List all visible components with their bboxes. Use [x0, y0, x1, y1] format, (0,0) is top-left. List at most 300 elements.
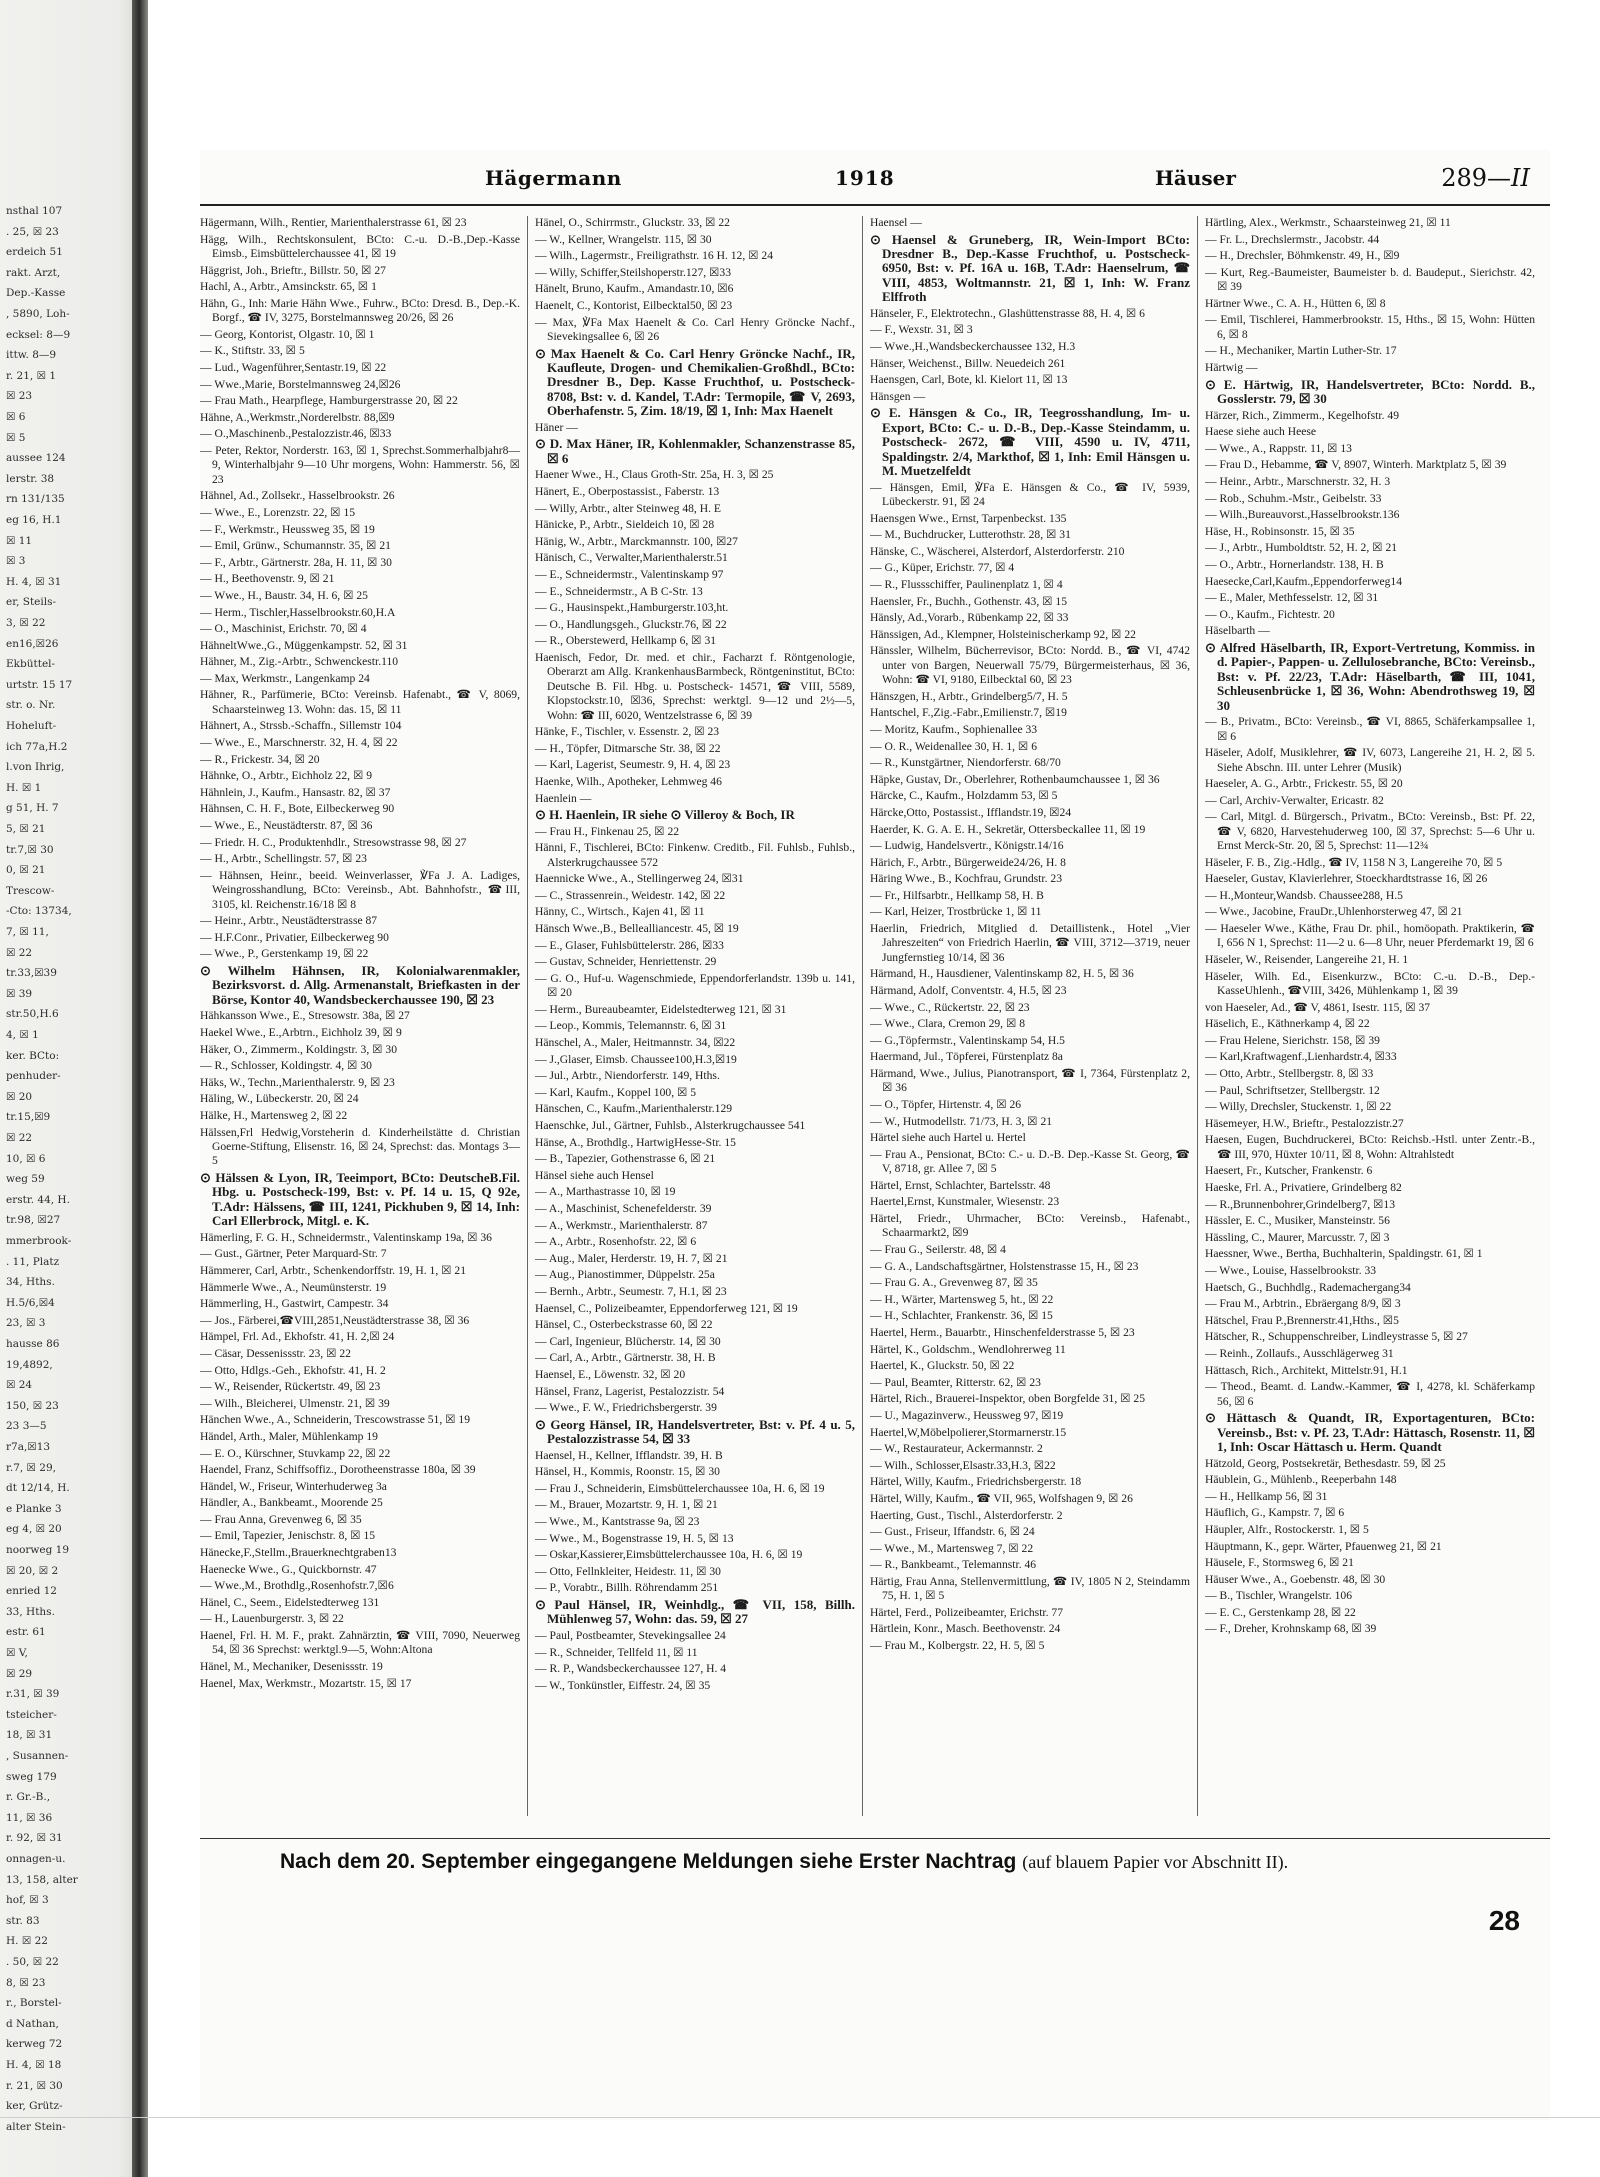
directory-entry: Häpke, Gustav, Dr., Oberlehrer, Rothenbaumchaussee 1, ☒ 36 — [870, 772, 1160, 786]
directory-entry: — Gust., Gärtner, Peter Marquard-Str. 7 — [200, 1247, 387, 1261]
directory-entry: Härtel, Ernst, Schlachter, Bartelsstr. 48 — [870, 1178, 1051, 1192]
previous-page-fragment: , 5890, Loh- — [6, 308, 70, 320]
previous-page-fragment: mmerbrook- — [6, 1235, 72, 1247]
directory-entry: — R., Kunstgärtner, Niendorferstr. 68/70 — [870, 756, 1061, 770]
directory-entry: — Jul., Arbtr., Niendorferstr. 149, Hths. — [535, 1069, 720, 1083]
directory-entry: — Emil, Tischlerei, Hammerbrookstr. 15, Hths., ☒ 15, Wohn: Hütten 6, ☒ 8 — [1205, 313, 1535, 341]
directory-entry: — R.,Brunnenbohrer,Grindelberg7, ☒13 — [1205, 1197, 1396, 1211]
directory-page — [200, 150, 1550, 2120]
directory-entry: — Wilh., Bleicherei, Ulmenstr. 21, ☒ 39 — [200, 1396, 390, 1410]
directory-entry: — Carl, Mitgl. d. Bürgersch., Privatm., BCto: Vereinsb., Bst: Pf. 22, ☎ V, 6820, Harvestehuderweg 100, ☒ 37, Sprechst: 5—6 Uhr u. Ernst Merck-Str. 20, ☒ 5, Sprechst: 11—12¾ — [1205, 810, 1535, 853]
directory-entry: Hänke, F., Tischler, v. Essenstr. 2, ☒ 23 — [535, 725, 720, 739]
previous-page-fragment: sweg 179 — [6, 1770, 57, 1783]
directory-entry: ⊙ E. Hänsgen & Co., IR, Teegrosshandlung, Im- u. Export, BCto: C.- u. D.-B., Dep.-Kasse Steindamm, u. Postscheck- 2672, ☎ VIII, 4590 u. IV, 4711, Spaldingstr. 2/4, Markthof, ☒ 1, Inh: Emil Hänsgen u. M. Muetzelfeldt — [870, 405, 1190, 478]
head-first-name: Hägermann — [485, 166, 622, 190]
directory-entry: Hämmerling, H., Gastwirt, Campestr. 34 — [200, 1297, 389, 1311]
directory-entry: — F., Werkmstr., Heussweg 35, ☒ 19 — [200, 522, 375, 536]
directory-entry: — J., Arbtr., Humboldtstr. 52, H. 2, ☒ 21 — [1205, 541, 1398, 555]
directory-entry: Haenel, Max, Werkmstr., Mozartstr. 15, ☒ 17 — [200, 1676, 412, 1690]
column-3 — [870, 216, 1190, 1816]
previous-page-fragment: tr.33,☒39 — [6, 967, 57, 980]
directory-entry: Haesert, Fr., Kutscher, Frankenstr. 6 — [1205, 1164, 1373, 1178]
previous-page-fragment: estr. 61 — [6, 1626, 46, 1639]
directory-entry: — Wwe., E., Neustädterstr. 87, ☒ 36 — [200, 819, 373, 833]
directory-entry: Hänschen, C., Kaufm.,Marienthalerstr.129 — [535, 1102, 733, 1116]
directory-entry: Haendel, Franz, Schiffsoffiz., Dorotheenstrasse 180a, ☒ 39 — [200, 1463, 476, 1477]
directory-entry: — Carl, Archiv-Verwalter, Ericastr. 82 — [1205, 793, 1384, 807]
previous-page-fragment: ☒ 20 — [6, 1090, 33, 1103]
directory-entry: Hätscher, R., Schuppenschreiber, Lindleystrasse 5, ☒ 27 — [1205, 1330, 1468, 1344]
directory-entry: Häupler, Alfr., Rostockerstr. 1, ☒ 5 — [1205, 1522, 1369, 1536]
directory-entry: — Paul, Schriftsetzer, Stellbergstr. 12 — [1205, 1083, 1380, 1097]
directory-entry: — O.,Maschinenb.,Pestalozzistr.46, ☒33 — [200, 427, 392, 441]
previous-page-fragment: Hoheluft- — [6, 720, 57, 732]
directory-entry: — Fr., Hilfsarbtr., Hellkamp 58, H. B — [870, 888, 1044, 902]
directory-entry: — Willy, Schiffer,Steilshoperstr.127, ☒33 — [535, 265, 732, 279]
directory-entry: — O., Kaufm., Fichtestr. 20 — [1205, 607, 1335, 621]
previous-page-fragment: H. ☒ 1 — [6, 781, 42, 794]
directory-entry: — W., Hutmodellstr. 71/73, H. 3, ☒ 21 — [870, 1114, 1053, 1128]
previous-page-fragment: . 25, ☒ 23 — [6, 225, 59, 238]
book-gutter — [132, 0, 148, 2177]
directory-entry: — Wwe., Louise, Hasselbrookstr. 33 — [1205, 1263, 1377, 1277]
previous-page-fragment: 34, Hths. — [6, 1276, 55, 1289]
previous-page-fragment: 7, ☒ 11, — [6, 926, 49, 938]
directory-entry: — R., Oberstewerd, Hellkamp 6, ☒ 31 — [535, 634, 717, 648]
previous-page-fragment: hof, ☒ 3 — [6, 1894, 49, 1907]
previous-page-fragment: r. 21, ☒ 1 — [6, 369, 57, 382]
previous-page-fragment: r.31, ☒ 39 — [6, 1688, 60, 1701]
directory-entry: — Georg, Kontorist, Olgastr. 10, ☒ 1 — [200, 327, 375, 341]
directory-entry: Härtling, Alex., Werkmstr., Schaarsteinweg 21, ☒ 11 — [1205, 216, 1451, 229]
directory-entry: — B., Tischler, Wrangelstr. 106 — [1205, 1589, 1352, 1603]
directory-entry: Hämerling, F. G. H., Schneidermstr., Valentinskamp 19a, ☒ 36 — [200, 1230, 492, 1244]
directory-entry: — Fr. L., Drechslermstr., Jacobstr. 44 — [1205, 232, 1380, 246]
previous-page-fragment: ☒ V, — [6, 1647, 28, 1659]
directory-entry: — Ludwig, Handelsvertr., Königstr.14/16 — [870, 839, 1064, 853]
directory-entry: Hänecke,F.,Stellm.,Brauerknechtgraben13 — [200, 1546, 397, 1560]
directory-entry: — Wwe., H., Baustr. 34, H. 6, ☒ 25 — [200, 588, 368, 602]
directory-entry: — Wwe., Clara, Cremon 29, ☒ 8 — [870, 1017, 1026, 1031]
directory-entry: — Wilh., Lagermstr., Freiligrathstr. 16 H. 12, ☒ 24 — [535, 249, 774, 263]
previous-page-strip — [0, 0, 140, 2177]
directory-entry: — Wwe., M., Martensweg 7, ☒ 22 — [870, 1541, 1034, 1555]
directory-entry: — Wwe.,M., Brothdlg.,Rosenhofstr.7,☒6 — [200, 1579, 394, 1593]
directory-entry: Häseler, Adolf, Musiklehrer, ☎ IV, 6073, Langereihe 21, H. 2, ☒ 5. Siehe Abschn. III. unter Lehrer (Musik) — [1205, 746, 1535, 774]
directory-entry: Händler, A., Bankbeamt., Moorende 25 — [200, 1496, 383, 1510]
previous-page-fragment: 33, Hths. — [6, 1605, 55, 1618]
directory-entry: Härcke,Otto, Postassist., Ifflandstr.19, ☒24 — [870, 805, 1072, 819]
directory-entry: Händel, W., Friseur, Winterhuderweg 3a — [200, 1479, 387, 1493]
directory-entry: — F., Arbtr., Gärtnerstr. 28a, H. 11, ☒ 30 — [200, 555, 392, 569]
head-rule — [200, 204, 1550, 206]
previous-page-fragment: r7a,☒13 — [6, 1441, 51, 1453]
directory-entry: Hänske, C., Wäscherei, Alsterdorf, Alsterdorferstr. 210 — [870, 544, 1125, 558]
directory-entry: Hähn, G., Inh: Marie Hähn Wwe., Fuhrw., BCto: Dresd. B., Dep.-K. Borgf., ☎ IV, 3275, Borstelmannsweg 20/26, ☒ 26 — [200, 296, 520, 325]
directory-entry: Hämmerer, Carl, Arbtr., Schenkendorffstr. 19, H. 1, ☒ 21 — [200, 1263, 467, 1277]
directory-entry: — H., Wärter, Martensweg 5, ht., ☒ 22 — [870, 1292, 1054, 1306]
previous-page-fragment: tsteicher- — [6, 1708, 57, 1721]
directory-entry: — K., Stiftstr. 33, ☒ 5 — [200, 344, 305, 358]
directory-entry: Häker, O., Zimmerm., Koldingstr. 3, ☒ 30 — [200, 1042, 398, 1056]
directory-entry: Härmand, H., Hausdiener, Valentinskamp 82, H. 5, ☒ 36 — [870, 967, 1134, 981]
directory-entry: ⊙ Haensel & Gruneberg, IR, Wein-Import BCto: Dresdner B., Dep.-Kasse Fruchthof, u. Postscheck-6950, Bst: v. Pf. 16A u. 16B, T.Adr: Haenselrum, ☎ VIII, 4853, Woltmannstr. 21, ☒ 1, Inh: W. Franz Elffroth — [870, 231, 1190, 305]
directory-entry: — Emil, Grünw., Schumannstr. 35, ☒ 21 — [200, 539, 391, 553]
directory-entry: — Hähnsen, Heinr., beeid. Weinverlasser, ℣Fa J. A. Ladiges, Weingrosshandlung, BCto: Vereinsb., Abt. Bahnhofstr., ☎III, 3105, kl. Reichenstr.16/18 ☒ 8 — [200, 868, 520, 911]
directory-entry: Häusele, F., Stormsweg 6, ☒ 21 — [1205, 1556, 1354, 1570]
directory-entry: — O. R., Weidenallee 30, H. 1, ☒ 6 — [870, 739, 1038, 753]
directory-entry: — Frau D., Hebamme, ☎ V, 8907, Winterh. Marktplatz 5, ☒ 39 — [1205, 458, 1507, 472]
directory-entry: Hähnel, Ad., Zollsekr., Hasselbrookstr. 26 — [200, 489, 395, 503]
directory-entry: Hänser, Weichenst., Billw. Neuedeich 261 — [870, 356, 1066, 370]
previous-page-fragment: penhuder- — [6, 1070, 61, 1083]
directory-entry: — Max, ℣Fa Max Haenelt & Co. Carl Henry Gröncke Nachf., Sievekingsallee 6, ☒ 26 — [535, 315, 855, 343]
previous-page-fragment: str. o. Nr. — [6, 699, 56, 712]
previous-page-fragment: e Planke 3 — [6, 1502, 62, 1515]
directory-entry: — H.F.Conr., Privatier, Eilbeckerweg 90 — [200, 930, 389, 944]
directory-entry: Härtwig — — [1205, 360, 1258, 374]
directory-entry: Haenlein — — [535, 791, 592, 805]
directory-entry: — Frau J., Schneiderin, Eimsbüttelerchaussee 10a, H. 6, ☒ 19 — [535, 1481, 825, 1495]
directory-entry: — H., Mechaniker, Martin Luther-Str. 17 — [1205, 344, 1397, 358]
directory-entry: — H., Schlachter, Frankenstr. 36, ☒ 15 — [870, 1309, 1053, 1323]
directory-entry: — Wwe., M., Bogenstrasse 19, H. 5, ☒ 13 — [535, 1531, 734, 1545]
directory-entry: Härich, F., Arbtr., Bürgerweide24/26, H. 8 — [870, 855, 1066, 869]
directory-entry: Haertel, Herm., Bauarbtr., Hinschenfelderstrasse 5, ☒ 23 — [870, 1325, 1135, 1339]
previous-page-fragment: ☒ 11 — [6, 534, 33, 547]
head-last-name: Häuser — [1155, 166, 1236, 190]
directory-entry: — Frau H., Finkenau 25, ☒ 22 — [535, 824, 680, 838]
directory-entry: Häseler, F. B., Zig.-Hdlg., ☎ IV, 1158 N 3, Langereihe 70, ☒ 5 — [1205, 855, 1503, 869]
directory-entry: Häggrist, Joh., Brieftr., Billstr. 50, ☒ 27 — [200, 263, 386, 277]
directory-entry: Haesecke,Carl,Kaufm.,Eppendorferweg14 — [1205, 574, 1403, 588]
previous-page-fragment: ittw. 8—9 — [6, 349, 57, 362]
directory-entry: — G. O., Huf-u. Wagenschmiede, Eppendorferlandstr. 139b u. 141, ☒ 20 — [535, 971, 855, 1000]
directory-entry: Hänsel siehe auch Hensel — [535, 1168, 654, 1182]
directory-entry: Hähkansson Wwe., E., Stresowstr. 38a, ☒ 27 — [200, 1009, 410, 1023]
directory-entry: Hähne, A.,Werkmstr.,Norderelbstr. 88,☒9 — [200, 410, 395, 424]
previous-page-fragment: Ekbüttel- — [6, 658, 56, 671]
directory-entry: — Otto, Hdlgs.-Geh., Ekhofstr. 41, H. 2 — [200, 1363, 386, 1377]
directory-entry: Haesen, Eugen, Buchdruckerei, BCto: Reichsb.-Hstl. unter Zentr.-B., ☎ III, 970, Hüxter 10/11, ☒ 8, Wohn: Altrahlstedt — [1205, 1133, 1535, 1161]
previous-page-fragment: onnagen-u. — [6, 1853, 66, 1865]
column-divider — [1197, 216, 1198, 1816]
directory-entry: Hänig, W., Arbtr., Marckmannstr. 100, ☒27 — [535, 534, 738, 548]
directory-entry: — Emil, Tapezier, Jenischstr. 8, ☒ 15 — [200, 1529, 376, 1543]
directory-entry: Hälssen,Frl Hedwig,Vorsteherin d. Kinderheilstätte d. Christian Goerne-Stiftung, Elisenstr. 16, ☒ 24, Sprechst: das. Montags 3—5 — [200, 1125, 520, 1168]
directory-entry: — Haeseler Wwe., Käthe, Frau Dr. phil., homöopath. Praktikerin, ☎ I, 656 N 1, Sprechst: 11—2 u. 6—8 Uhr, neuer Pferdemarkt 19, ☒ 6 — [1205, 922, 1535, 950]
sheet-signature: 28 — [1488, 1905, 1520, 1936]
previous-page-fragment: rakt. Arzt, — [6, 266, 61, 279]
directory-entry: Hälke, H., Martensweg 2, ☒ 22 — [200, 1108, 348, 1122]
directory-entry: Haensel, C., Polizeibeamter, Eppendorferweg 121, ☒ 19 — [535, 1301, 798, 1315]
directory-entry: ⊙ H. Haenlein, IR siehe ⊙ Villeroy & Boch, IR — [535, 807, 795, 823]
directory-entry: — R., Frickestr. 34, ☒ 20 — [200, 752, 320, 766]
directory-entry: — Max, Werkmstr., Langenkamp 24 — [200, 671, 370, 685]
directory-entry: — Otto, Arbtr., Stellbergstr. 8, ☒ 33 — [1205, 1067, 1374, 1081]
directory-entry: — Wwe., P., Gerstenkamp 19, ☒ 22 — [200, 947, 369, 961]
directory-entry: — M., Buchdrucker, Lutterothstr. 28, ☒ 31 — [870, 528, 1071, 542]
previous-page-fragment: 23 3—5 — [6, 1420, 47, 1433]
directory-entry: Hänert, E., Oberpostassist., Faberstr. 13 — [535, 484, 720, 498]
directory-entry: Haertel,W,Möbelpolierer,Stormarnerstr.15 — [870, 1425, 1067, 1439]
previous-page-fragment: 150, ☒ 23 — [6, 1399, 59, 1412]
directory-entry: Häner — — [535, 420, 578, 434]
previous-page-fragment: tr.7,☒ 30 — [6, 843, 54, 856]
directory-entry: — O., Handlungsgeh., Gluckstr.76, ☒ 22 — [535, 617, 727, 631]
directory-entry: von Haeseler, Ad., ☎ V, 4861, Isestr. 115, ☒ 37 — [1205, 1000, 1431, 1014]
directory-entry: Haenschke, Jul., Gärtner, Fuhlsb., Alsterkrugchaussee 541 — [535, 1119, 806, 1132]
previous-page-fragment: . 11, Platz — [6, 1255, 60, 1268]
directory-entry: — E., Schneidermstr., A B C-Str. 13 — [535, 584, 703, 598]
directory-entry: — R., Flussschiffer, Paulinenplatz 1, ☒ 4 — [870, 577, 1063, 591]
previous-page-fragment: r. 92, ☒ 31 — [6, 1832, 63, 1845]
directory-entry: Haekel Wwe., E.,Arbtrn., Eichholz 39, ☒ 9 — [200, 1026, 402, 1039]
directory-entry: Häselbarth — — [1205, 624, 1270, 638]
directory-entry: — Gustav, Schneider, Henriettenstr. 29 — [535, 955, 717, 969]
previous-page-fragment: ☒ 22 — [6, 946, 33, 959]
directory-entry: — Otto, Fellnkleiter, Heidestr. 11, ☒ 30 — [535, 1564, 721, 1578]
previous-page-fragment: erdeich 51 — [6, 246, 63, 259]
previous-page-fragment: ☒ 29 — [6, 1667, 33, 1680]
previous-page-fragment: tr.98, ☒27 — [6, 1214, 61, 1227]
directory-entry: Haennicke Wwe., A., Stellingerweg 24, ☒31 — [535, 872, 744, 886]
supplement-note-text: Nach dem 20. September eingegangene Meldungen siehe Erster Nachtrag — [280, 1850, 1017, 1873]
directory-entry: Hänel, M., Mechaniker, Desenissstr. 19 — [200, 1660, 383, 1674]
directory-entry: — Wwe., M., Kantstrasse 9a, ☒ 23 — [535, 1515, 700, 1529]
directory-entry: — G. A., Landschaftsgärtner, Holstenstrasse 15, H., ☒ 23 — [870, 1259, 1139, 1273]
directory-entry: — Karl, Kaufm., Koppel 100, ☒ 5 — [535, 1085, 697, 1099]
directory-entry: — Friedr. H. C., Produktenhdlr., Stresowstrasse 98, ☒ 27 — [200, 835, 467, 849]
directory-entry: — Heinr., Arbtr., Marschnerstr. 32, H. 3 — [1205, 474, 1391, 488]
directory-entry: — H.,Monteur,Wandsb. Chaussee288, H.5 — [1205, 888, 1403, 902]
previous-page-fragment: 19,4892, — [6, 1358, 53, 1371]
directory-entry: — Herm., Bureaubeamter, Eidelstedterweg 121, ☒ 31 — [535, 1002, 787, 1016]
directory-entry: — H., Lauenburgerstr. 3, ☒ 22 — [200, 1612, 344, 1626]
directory-entry: — Wwe., C., Rückertstr. 22, ☒ 23 — [870, 1000, 1030, 1014]
directory-entry: — E., Maler, Methfesselstr. 12, ☒ 31 — [1205, 591, 1379, 605]
directory-entry: Haenel, Frl. H. M. F., prakt. Zahnärztin, ☎ VIII, 7090, Neuerweg 54, ☒ 36 Sprechst: werktgl.9—5, Wohn:Altona — [200, 1629, 520, 1657]
previous-page-fragment: r.7, ☒ 29, — [6, 1461, 57, 1474]
directory-entry: Härtel siehe auch Hartel u. Hertel — [870, 1131, 1026, 1145]
directory-entry: Hänisch, C., Verwalter,Marienthalerstr.51 — [535, 551, 728, 565]
directory-entry: — J.,Glaser, Eimsb. Chaussee100,H.3,☒19 — [535, 1052, 737, 1066]
directory-entry: ⊙ Hättasch & Quandt, IR, Exportagenturen, BCto: Vereinsb., Bst: v. Pf. 23, T.Adr: Hättasch, Rosenstr. 11, ☒ 1, Inh: Oscar Hättasch u. Herm. Quandt — [1205, 1410, 1535, 1454]
previous-page-fragment: eg 4, ☒ 20 — [6, 1523, 62, 1536]
previous-page-fragment: weg 59 — [6, 1173, 45, 1186]
directory-entry: Hänsch Wwe.,B., Bellealliancestr. 45, ☒ 19 — [535, 922, 739, 936]
directory-entry: Hänni, F., Tischlerei, BCto: Finkenw. Creditb., Fil. Fuhlsb., Fuhlsb., Alsterkrugchaussee 572 — [535, 841, 855, 869]
previous-page-fragment: 4, ☒ 1 — [6, 1029, 39, 1041]
directory-entry: — Bernh., Arbtr., Seumestr. 7, H.1, ☒ 23 — [535, 1284, 727, 1298]
directory-entry: — O., Arbtr., Hornerlandstr. 138, H. B — [1205, 557, 1384, 571]
directory-entry: Hänsly, Ad.,Vorarb., Rübenkamp 22, ☒ 33 — [870, 611, 1069, 625]
directory-entry: Haenelt, C., Kontorist, Eilbecktal50, ☒ 23 — [535, 298, 733, 312]
directory-entry: ⊙ Georg Hänsel, IR, Handelsvertreter, Bst: v. Pf. 4 u. 5, Pestalozzistrasse 54, ☒ 33 — [535, 1416, 855, 1447]
directory-entry: Hämmerle Wwe., A., Neumünsterstr. 19 — [200, 1280, 387, 1294]
previous-page-fragment: H. 4, ☒ 18 — [6, 2059, 62, 2071]
previous-page-fragment: d Nathan, — [6, 2017, 59, 2030]
directory-entry: Häling, W., Lübeckerstr. 20, ☒ 24 — [200, 1092, 359, 1106]
directory-entry: — Karl, Heizer, Trostbrücke 1, ☒ 11 — [870, 905, 1042, 919]
previous-page-fragment: urtstr. 15 17 — [6, 678, 73, 691]
directory-entry: Haese siehe auch Heese — [1205, 425, 1317, 439]
directory-entry: ⊙ Hälssen & Lyon, IR, Teeimport, BCto: DeutscheB.Fil. Hbg. u. Postscheck-199, Bst: v. Pf. 14 u. 15, Q 92e, T.Adr: Hälssens, ☎ III, 1241, Pickhuben 9, ☒ 14, Inh: Carl Ellerbrock, Mitgl. e. K. — [200, 1169, 520, 1229]
directory-entry: Hähnert, A., Strssb.-Schaffn., Sillemstr 104 — [200, 719, 402, 733]
directory-entry: Hänelt, Bruno, Kaufm., Amandastr.10, ☒6 — [535, 282, 734, 296]
directory-entry: Hähnlein, J., Kaufm., Hansastr. 82, ☒ 37 — [200, 785, 391, 799]
directory-entry: — Cäsar, Dessenissstr. 23, ☒ 22 — [200, 1346, 351, 1360]
directory-entry: — Karl, Lagerist, Seumestr. 9, H. 4, ☒ 23 — [535, 758, 731, 772]
directory-entry: Härtel, Willy, Kaufm., Friedrichsbergerstr. 18 — [870, 1475, 1082, 1489]
directory-entry: — Wwe.,H.,Wandsbeckerchaussee 132, H.3 — [870, 340, 1076, 353]
directory-entry: — Oskar,Kassierer,Eimsbüttelerchaussee 10a, H. 6, ☒ 19 — [535, 1548, 803, 1562]
directory-entry: Hähnke, O., Arbtr., Eichholz 22, ☒ 9 — [200, 769, 373, 783]
previous-page-fragment: 13, 158, alter — [6, 1873, 78, 1886]
directory-entry: — Leop., Kommis, Telemannstr. 6, ☒ 31 — [535, 1019, 727, 1033]
directory-entry: — Theod., Beamt. d. Landw.-Kammer, ☎ I, 4278, kl. Schäferkamp 56, ☒ 6 — [1205, 1380, 1535, 1408]
directory-entry: — E. O., Kürschner, Stuvkamp 22, ☒ 22 — [200, 1446, 391, 1460]
directory-entry: HähneltWwe.,G., Müggenkampstr. 52, ☒ 31 — [200, 638, 408, 652]
directory-entry: — C., Strassenrein., Weidestr. 142, ☒ 22 — [535, 888, 726, 902]
directory-entry: — Frau Math., Hearpflege, Hamburgerstrasse 20, ☒ 22 — [200, 394, 458, 408]
directory-entry: Hänssler, Wilhelm, Bücherrevisor, BCto: Nordd. B., ☎ VI, 4742 unter von Bargen, Neuerwall 75/79, Bürgermeisterhaus, ☒ 36, Wohn: ☎ VI, 9180, Eilbecktal 60, ☒ 23 — [870, 644, 1190, 687]
directory-entry: — Frau M., Arbtrin., Ebräergang 8/9, ☒ 3 — [1205, 1297, 1401, 1311]
supplement-note — [280, 1850, 1480, 1880]
directory-entry: — Frau A., Pensionat, BCto: C.- u. D.-B. Dep.-Kasse St. Georg, ☎ V, 8718, gr. Allee 7, ☒ 5 — [870, 1147, 1190, 1176]
directory-entry: Häuser Wwe., A., Goebenstr. 48, ☒ 30 — [1205, 1572, 1386, 1586]
directory-entry: Hänicke, P., Arbtr., Sieldeich 10, ☒ 28 — [535, 518, 715, 532]
previous-page-fragment: 18, ☒ 31 — [6, 1729, 53, 1742]
previous-page-fragment: eg 16, H.1 — [6, 514, 62, 526]
directory-entry: — E. C., Gerstenkamp 28, ☒ 22 — [1205, 1605, 1356, 1619]
page-number — [1441, 164, 1530, 192]
previous-page-fragment: l.von Ihrig, — [6, 761, 65, 774]
directory-entry: — Paul, Postbeamter, Stevekingsallee 24 — [535, 1629, 726, 1643]
directory-entry: Haenke, Wilh., Apotheker, Lehmweg 46 — [535, 774, 722, 788]
directory-entry: Hänsel, Franz, Lagerist, Pestalozzistr. 54 — [535, 1384, 725, 1398]
directory-entry: — H., Arbtr., Schellingstr. 57, ☒ 23 — [200, 852, 367, 866]
previous-page-fragment: str. 83 — [6, 1914, 40, 1927]
directory-entry: Hähnsen, C. H. F., Bote, Eilbeckerweg 90 — [200, 802, 395, 816]
directory-entry: Haensel, H., Kellner, Ifflandstr. 39, H. B — [535, 1448, 723, 1462]
directory-entry: Härmand, Adolf, Conventstr. 4, H.5, ☒ 23 — [870, 984, 1067, 998]
directory-entry: — G., Küper, Erichstr. 77, ☒ 4 — [870, 561, 1015, 575]
previous-page-fragment: , Susannen- — [6, 1750, 69, 1762]
directory-entry: Häublein, G., Mühlenb., Reeperbahn 148 — [1205, 1473, 1397, 1487]
directory-entry: — Gust., Friseur, Iffandstr. 6, ☒ 24 — [870, 1525, 1035, 1539]
directory-entry: Haenisch, Fedor, Dr. med. et chir., Facharzt f. Röntgenologie, Oberarzt am Allg. KrankenhausBarmbeck, Röntgeninstitut, BCto: Deutsche B. Fil. Hbg. u. Postscheck- 14571, ☎ VIII, 5589, Klopstockstr.10, ☒36, Sprechst: werktgl. 9—12 und 2½—5, Wohn: ☎ III, 6020, Wentzelstrasse 6, ☒ 39 — [535, 650, 855, 722]
previous-page-fragment: noorweg 19 — [6, 1544, 70, 1556]
previous-page-fragment: ☒ 22 — [6, 1132, 33, 1144]
directory-entry: Härtel, Ferd., Polizeibeamter, Erichstr. 77 — [870, 1605, 1064, 1619]
directory-entry: Härzer, Rich., Zimmerm., Kegelhofstr. 49 — [1205, 408, 1399, 422]
directory-entry: — Hänsgen, Emil, ℣Fa E. Hänsgen & Co., ☎ IV, 5939, Lübeckerstr. 91, ☒ 24 — [870, 480, 1190, 508]
directory-entry: Häuflich, G., Kampstr. 7, ☒ 6 — [1205, 1506, 1345, 1520]
directory-entry: Hässling, C., Maurer, Marcusstr. 7, ☒ 3 — [1205, 1230, 1390, 1244]
directory-entry: — Wilh.,Bureauvorst.,Hasselbrookstr.136 — [1205, 508, 1400, 522]
directory-entry: — W., Restaurateur, Ackermannstr. 2 — [870, 1442, 1043, 1456]
previous-page-fragment: en16,☒26 — [6, 637, 59, 650]
previous-page-fragment: H.5/6,☒4 — [6, 1296, 55, 1309]
previous-page-fragment: 10, ☒ 6 — [6, 1152, 46, 1165]
directory-entry: ⊙ D. Max Häner, IR, Kohlenmakler, Schanzenstrasse 85, ☒ 6 — [535, 436, 855, 466]
directory-entry: — B., Tapezier, Gothenstrasse 6, ☒ 21 — [535, 1152, 716, 1166]
directory-entry: — Aug., Pianostimmer, Düppelstr. 25a — [535, 1268, 715, 1282]
previous-page-fragment: . 50, ☒ 22 — [6, 1956, 59, 1968]
previous-page-fragment: ☒ 3 — [6, 555, 26, 568]
previous-page-fragment: g 51, H. 7 — [6, 802, 59, 815]
directory-entry: — R., Bankbeamt., Telemannstr. 46 — [870, 1558, 1037, 1572]
previous-page-fragment: ☒ 24 — [6, 1379, 33, 1392]
previous-page-fragment: 23, ☒ 3 — [6, 1317, 46, 1330]
directory-entry: ⊙ Paul Hänsel, IR, Weinhdlg., ☎ VII, 158, Billh. Mühlenweg 57, Wohn: das. 59, ☒ 27 — [535, 1597, 855, 1627]
directory-entry: Hänschel, A., Maler, Heitmannstr. 34, ☒22 — [535, 1036, 736, 1050]
directory-entry: Härtel, Friedr., Uhrmacher, BCto: Vereinsb., Hafenabt., Schaarmarkt2, ☒9 — [870, 1212, 1190, 1240]
directory-entry: — W., Kellner, Wrangelstr. 115, ☒ 30 — [535, 232, 712, 246]
previous-page-fragment: ker. BCto: — [6, 1049, 60, 1062]
directory-entry: Hägermann, Wilh., Rentier, Marienthalerstrasse 61, ☒ 23 — [200, 216, 467, 229]
directory-entry: Hachl, A., Arbtr., Amsinckstr. 65, ☒ 1 — [200, 280, 377, 294]
directory-entry: Häring Wwe., B., Kochfrau, Grundstr. 23 — [870, 872, 1063, 886]
directory-entry: Hänsel, H., Kommis, Roonstr. 15, ☒ 30 — [535, 1465, 720, 1479]
directory-entry: — W., Reisender, Rückertstr. 49, ☒ 23 — [200, 1380, 381, 1394]
directory-entry: — Frau Helene, Sierichstr. 158, ☒ 39 — [1205, 1033, 1380, 1047]
column-divider — [862, 216, 863, 1816]
previous-page-fragment: H. ☒ 22 — [6, 1935, 48, 1948]
directory-entry: Haetsch, G., Buchhdlg., Rademachergang34 — [1205, 1280, 1411, 1294]
directory-entry: — Rob., Schuhm.-Mstr., Geibelstr. 33 — [1205, 491, 1382, 505]
directory-entry: Haensler, Fr., Buchh., Gothenstr. 43, ☒ 15 — [870, 594, 1068, 608]
column-divider — [527, 216, 528, 1816]
previous-page-fragment: ☒ 5 — [6, 431, 26, 444]
directory-entry: Härmand, Wwe., Julius, Pianotransport, ☎ I, 7364, Fürstenplatz 2, ☒ 36 — [870, 1067, 1190, 1095]
previous-page-fragment: 0, ☒ 21 — [6, 864, 46, 877]
directory-entry: — Carl, A., Arbtr., Gärtnerstr. 38, H. B — [535, 1351, 716, 1365]
directory-entry: ⊙ Alfred Häselbarth, IR, Export-Vertretung, Kommiss. in d. Papier-, Pappen- u. Zellulosebranche, BCto: Vereinsb., Bst: v. Pf. 22/23, T.Adr: Häselbarth, ☎ III, 1041, Schleusenbrücke 1, ☒ 36, Wohn: Abendrothsweg 19, ☒ 30 — [1205, 639, 1535, 713]
directory-entry: Hägg, Wilh., Rechtskonsulent, BCto: C.-u. D.-B.,Dep.-Kasse Eimsb., Eimsbüttelerchaussee 41, ☒ 19 — [200, 232, 520, 260]
directory-entry: Hätschel, Frau P.,Brennerstr.41,Hths., ☒5 — [1205, 1313, 1399, 1327]
directory-entry: Haensel — — [870, 216, 922, 229]
previous-page-fragment: ☒ 23 — [6, 390, 33, 403]
directory-entry: — Heinr., Arbtr., Neustädterstrasse 87 — [200, 914, 378, 928]
directory-entry: Hähner, R., Parfümerie, BCto: Vereinsb. Hafenabt., ☎ V, 8069, Schaarsteinweg 13. Wohn: das. 15, ☒ 11 — [200, 688, 520, 716]
directory-entry: — Carl, Ingenieur, Blücherstr. 14, ☒ 30 — [535, 1334, 721, 1348]
directory-entry: Häseler, Wilh. Ed., Eisenkurzw., BCto: C.-u. D.-B., Dep.-KasseUhlenh., ☎VIII, 3426, Mühlenkamp 1, ☒ 39 — [1205, 969, 1535, 998]
directory-entry: — Frau G. A., Grevenweg 87, ☒ 35 — [870, 1276, 1038, 1290]
directory-entry: — Wilh., Schlosser,Elsastr.33,H.3, ☒22 — [870, 1458, 1056, 1472]
directory-entry: — Wwe., Jacobine, FrauDr.,Uhlenhorsterweg 47, ☒ 21 — [1205, 905, 1463, 919]
previous-page-fragment: ecksel: 8—9 — [6, 328, 71, 341]
directory-entry: Hässler, E. C., Musiker, Mansteinstr. 56 — [1205, 1214, 1390, 1228]
previous-page-fragment: nsthal 107 — [6, 205, 63, 217]
directory-entry: Härtel, K., Goldschm., Wendlohrerweg 11 — [870, 1342, 1066, 1356]
directory-entry: ⊙ Wilhelm Hähnsen, IR, Kolonialwarenmakler, Bezirksvorst. d. Allg. Armenanstalt, Briefkasten in der Börse, Kontor 40, Wandsbeckerchaussee 190, ☒ 23 — [200, 963, 520, 1007]
directory-entry: Haerlin, Friedrich, Mitglied d. Detaillistenk., Hotel „Vier Jahreszeiten“ von Friedrich Haerlin, ☎ VIII, 3712—3719, neuer Jungfernstieg 10/14, ☒ 36 — [870, 922, 1190, 964]
directory-entry: Haeske, Frl. A., Privatiere, Grindelberg 82 — [1205, 1181, 1402, 1194]
previous-page-fragment: r., Borstel- — [6, 1997, 62, 2010]
previous-page-fragment: r. Gr.-B., — [6, 1791, 51, 1804]
directory-entry: Hänsgen — — [870, 389, 926, 403]
page-number-value: 289— — [1441, 164, 1512, 192]
directory-entry: Hänel, C., Seem., Eidelstedterweg 131 — [200, 1595, 380, 1609]
directory-entry: Häks, W., Techn.,Marienthalerstr. 9, ☒ 23 — [200, 1075, 395, 1089]
directory-entry: Häselich, E., Käthnerkamp 4, ☒ 22 — [1205, 1017, 1370, 1031]
directory-entry: Hätzold, Georg, Postsekretär, Bethesdastr. 59, ☒ 25 — [1205, 1456, 1446, 1470]
directory-entry: Hänszgen, H., Arbtr., Grindelberg5/7, H. 5 — [870, 689, 1068, 703]
directory-entry: — O., Töpfer, Hirtenstr. 4, ☒ 26 — [870, 1098, 1022, 1112]
directory-entry: Haensgen Wwe., Ernst, Tarpenbeckst. 135 — [870, 511, 1067, 525]
